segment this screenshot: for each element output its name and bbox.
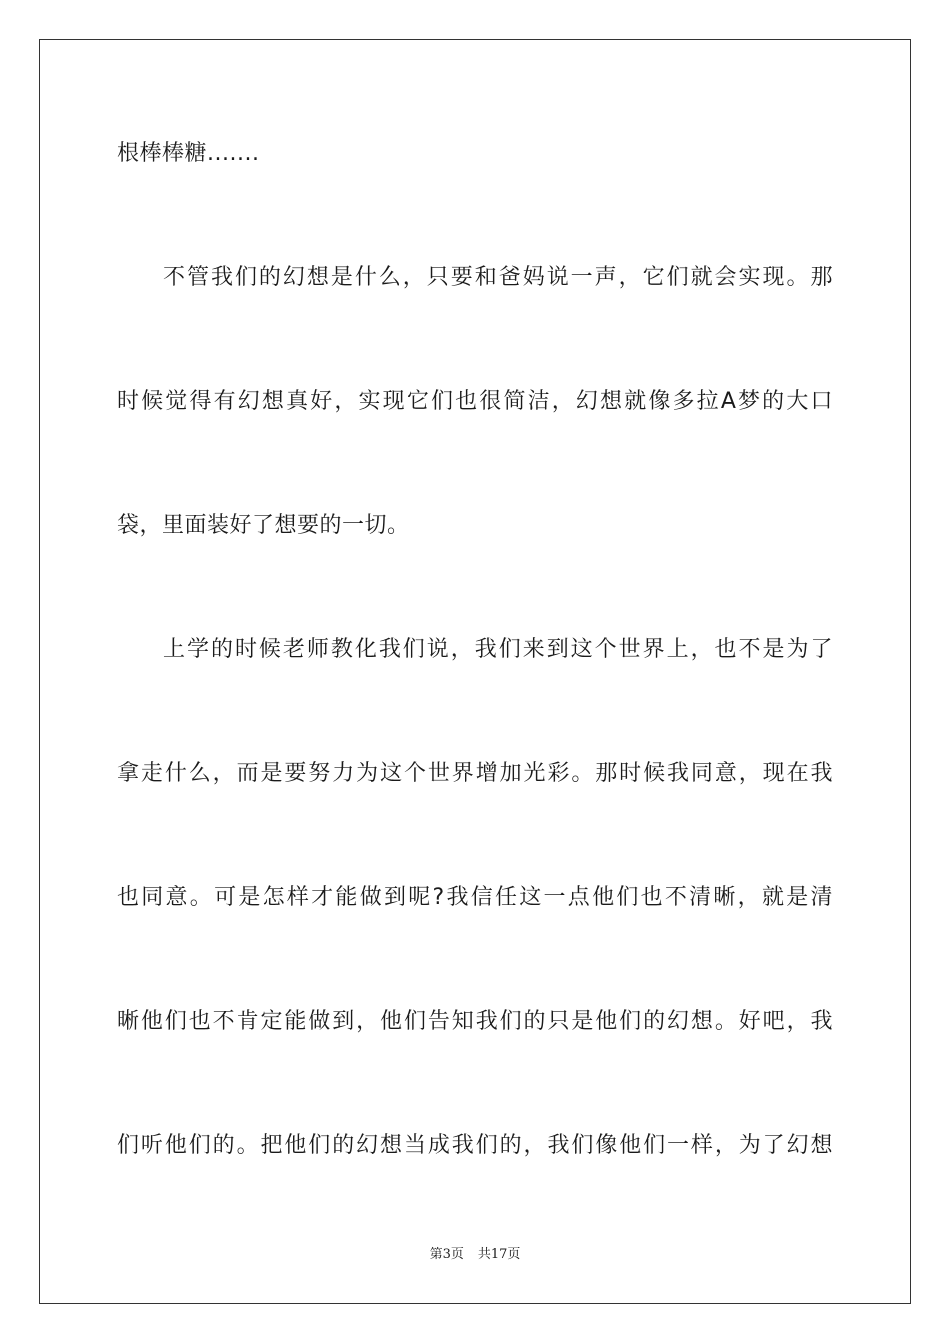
page-border: [39, 39, 911, 1304]
text-line-6: 拿走什么，而是要努力为这个世界增加光彩。那时候我同意，现在我: [117, 761, 833, 786]
text-line-1: 根棒棒糖.......: [117, 141, 260, 166]
text-line-3: 时候觉得有幻想真好，实现它们也很简洁，幻想就像多拉A梦的大口: [117, 389, 833, 414]
text-line-7: 也同意。可是怎样才能做到呢?我信任这一点他们也不清晰，就是清: [117, 885, 833, 910]
page-number: 第3页: [429, 1247, 464, 1262]
text-line-8: 晰他们也不肯定能做到，他们告知我们的只是他们的幻想。好吧，我: [117, 1009, 833, 1034]
page-total: 共17页: [477, 1247, 521, 1262]
text-line-9: 们听他们的。把他们的幻想当成我们的，我们像他们一样，为了幻想: [117, 1133, 833, 1158]
text-line-2: 不管我们的幻想是什么，只要和爸妈说一声，它们就会实现。那: [163, 265, 833, 290]
text-line-4: 袋，里面装好了想要的一切。: [117, 513, 410, 538]
text-line-5: 上学的时候老师教化我们说，我们来到这个世界上，也不是为了: [163, 637, 833, 662]
page-footer: [0, 1246, 950, 1264]
